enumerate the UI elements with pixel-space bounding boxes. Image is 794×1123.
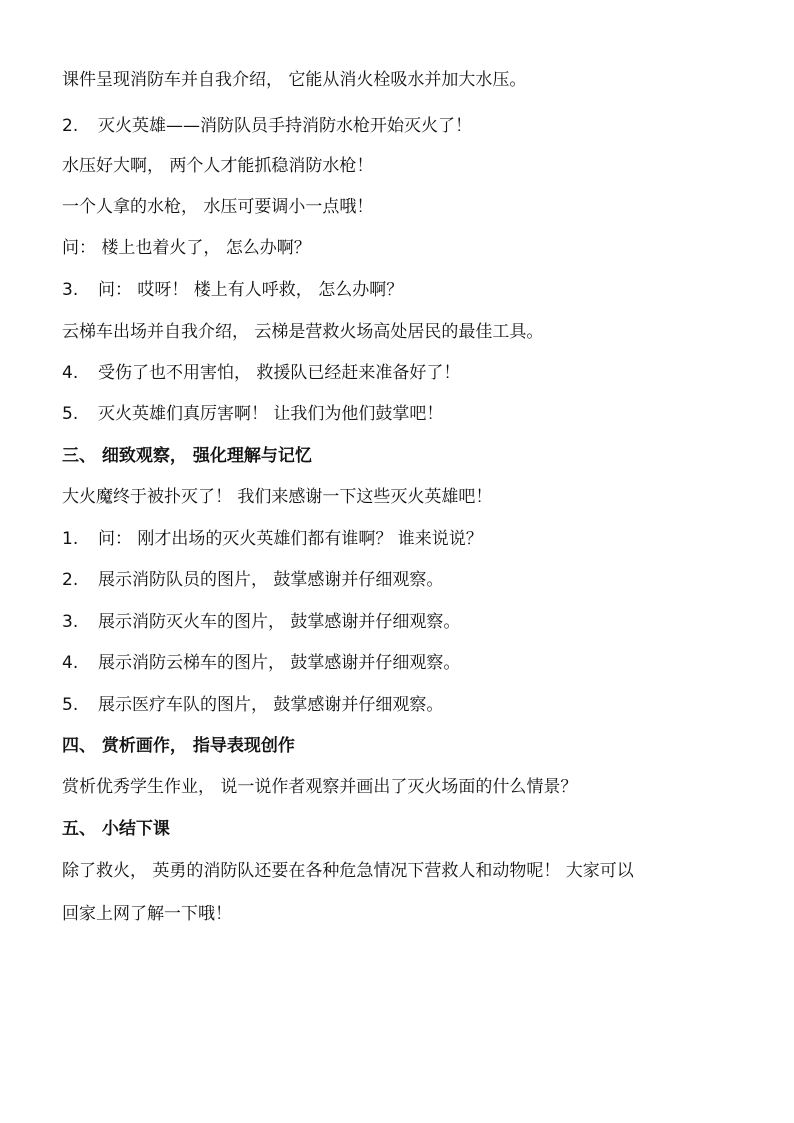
paragraph-text: 课件呈现消防车并自我介绍， 它能从消火栓吸水并加大水压。: [62, 70, 527, 90]
list-number: 4.: [62, 363, 79, 383]
list-item: [62, 528, 742, 550]
paragraph-text: 水压好大啊， 两个人才能抓稳消防水枪！: [62, 156, 374, 176]
list-number: 3.: [62, 612, 79, 632]
paragraph-line: [62, 860, 742, 882]
list-item-text: 展示消防灭火车的图片， 鼓掌感谢并仔细观察。: [98, 612, 461, 632]
list-item-text: 展示消防云梯车的图片， 鼓掌感谢并仔细观察。: [98, 653, 461, 673]
section-heading: [62, 445, 742, 467]
paragraph-line: [62, 69, 742, 91]
paragraph-text: 大火魔终于被扑灭了！ 我们来感谢一下这些灭火英雄吧！: [62, 487, 493, 507]
list-item-text: 问： 刚才出场的灭火英雄们都有谁啊？ 谁来说说？: [98, 529, 483, 549]
section-heading: [62, 735, 742, 757]
section-heading-text: 三、 细致观察， 强化理解与记忆: [62, 446, 312, 466]
paragraph-text: 一个人拿的水枪， 水压可要调小一点哦！: [62, 197, 374, 217]
paragraph-text: 除了救火， 英勇的消防队还要在各种危急情况下营救人和动物呢！ 大家可以: [62, 861, 634, 881]
paragraph-line: [62, 776, 742, 798]
list-number: 2.: [62, 570, 79, 590]
list-item: [62, 362, 742, 384]
paragraph-line: [62, 486, 742, 508]
list-item-text: 灭火英雄们真厉害啊！ 让我们为他们鼓掌吧！: [98, 404, 444, 424]
paragraph-line: [62, 237, 742, 259]
list-item-text: 灭火英雄——消防队员手持消防水枪开始灭火了！: [98, 116, 472, 136]
paragraph-text: 回家上网了解一下哦！: [62, 904, 232, 924]
list-item-text: 展示消防队员的图片， 鼓掌感谢并仔细观察。: [98, 570, 444, 590]
list-item: [62, 694, 742, 716]
list-item: [62, 611, 742, 633]
list-item: [62, 569, 742, 591]
paragraph-text: 赏析优秀学生作业， 说一说作者观察并画出了灭火场面的什么情景？: [62, 777, 578, 797]
section-heading-text: 四、 赏析画作， 指导表现创作: [62, 736, 295, 756]
list-number: 4.: [62, 653, 79, 673]
list-number: 2.: [62, 116, 79, 136]
paragraph-text: 云梯车出场并自我介绍， 云梯是营救火场高处居民的最佳工具。: [62, 322, 544, 342]
list-item: [62, 115, 742, 137]
list-number: 5.: [62, 404, 79, 424]
section-heading-text: 五、 小结下课: [62, 819, 170, 839]
list-item: [62, 652, 742, 674]
list-number: 1.: [62, 529, 79, 549]
paragraph-text: 问： 楼上也着火了， 怎么办啊？: [62, 238, 311, 258]
list-number: 5.: [62, 695, 79, 715]
section-heading: [62, 818, 742, 840]
list-item-text: 问： 哎呀！ 楼上有人呼救， 怎么办啊？: [98, 280, 404, 300]
list-item-text: 展示医疗车队的图片， 鼓掌感谢并仔细观察。: [98, 695, 444, 715]
paragraph-line: [62, 196, 742, 218]
paragraph-line: [62, 155, 742, 177]
paragraph-line: [62, 903, 742, 925]
paragraph-line: [62, 321, 742, 343]
list-number: 3.: [62, 280, 79, 300]
list-item-text: 受伤了也不用害怕， 救援队已经赶来准备好了！: [98, 363, 461, 383]
list-item: [62, 403, 742, 425]
list-item: [62, 279, 742, 301]
